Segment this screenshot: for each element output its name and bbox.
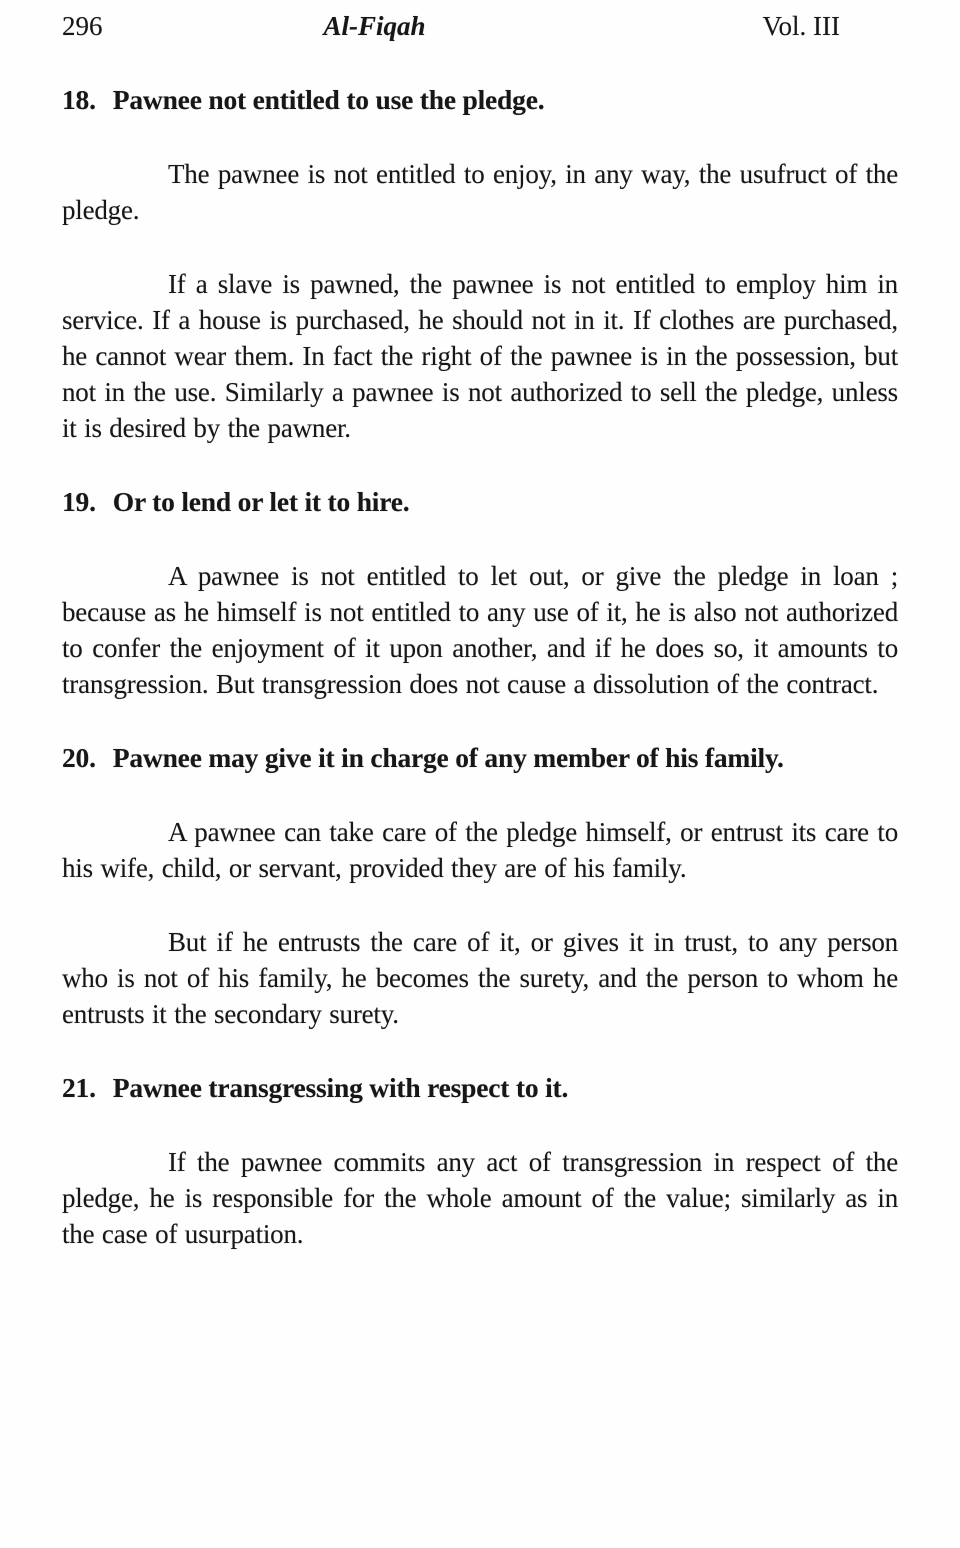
- paragraph: A pawnee is not entitled to let out, or give the pledge in loan ; because as he himself is not entitled to any use of it, he is also not authorized to confer the enjoyment of it upon another, and if he does so, it amounts to transgression. But transgression does not cause a dissolution of the contract.: [62, 561, 898, 699]
- paragraph: But if he entrusts the care of it, or gives it in trust, to any person who is not of his family, he becomes the surety, and the person to whom he entrusts it the secondary surety.: [62, 927, 898, 1029]
- section-heading-18: [62, 82, 898, 118]
- section-heading-20: [62, 740, 898, 776]
- section-title: Pawnee not entitled to use the pledge.: [112, 84, 545, 115]
- section-number: 19.: [62, 486, 96, 517]
- section-title: Or to lend or let it to hire.: [112, 486, 410, 517]
- section-title: Pawnee may give it in charge of any member of his family.: [112, 742, 784, 773]
- section-number: 18.: [62, 84, 96, 115]
- section-heading-21: [62, 1070, 898, 1106]
- paragraph: If a slave is pawned, the pawnee is not entitled to employ him in service. If a house is purchased, he should not in it. If clothes are purchased, he cannot wear them. In fact the right of the pawnee is in the possession, but not in the use. Similarly a pawnee is not authorized to sell the pledge, unless it is desired by the pawner.: [62, 269, 898, 443]
- volume-label: Vol. III: [762, 11, 840, 41]
- page-header: [62, 8, 898, 44]
- book-title: Al-Fiqah: [323, 11, 426, 41]
- page-number: 296: [62, 11, 103, 41]
- paragraph: The pawnee is not entitled to enjoy, in any way, the usufruct of the pledge.: [62, 159, 898, 225]
- paragraph: If the pawnee commits any act of transgression in respect of the pledge, he is responsible for the whole amount of the value; similarly as in the case of usurpation.: [62, 1147, 898, 1249]
- section-title: Pawnee transgressing with respect to it.: [112, 1072, 569, 1103]
- section-number: 21.: [62, 1072, 96, 1103]
- section-number: 20.: [62, 742, 96, 773]
- paragraph: A pawnee can take care of the pledge himself, or entrust its care to his wife, child, or servant, provided they are of his family.: [62, 817, 898, 883]
- section-heading-19: [62, 484, 898, 520]
